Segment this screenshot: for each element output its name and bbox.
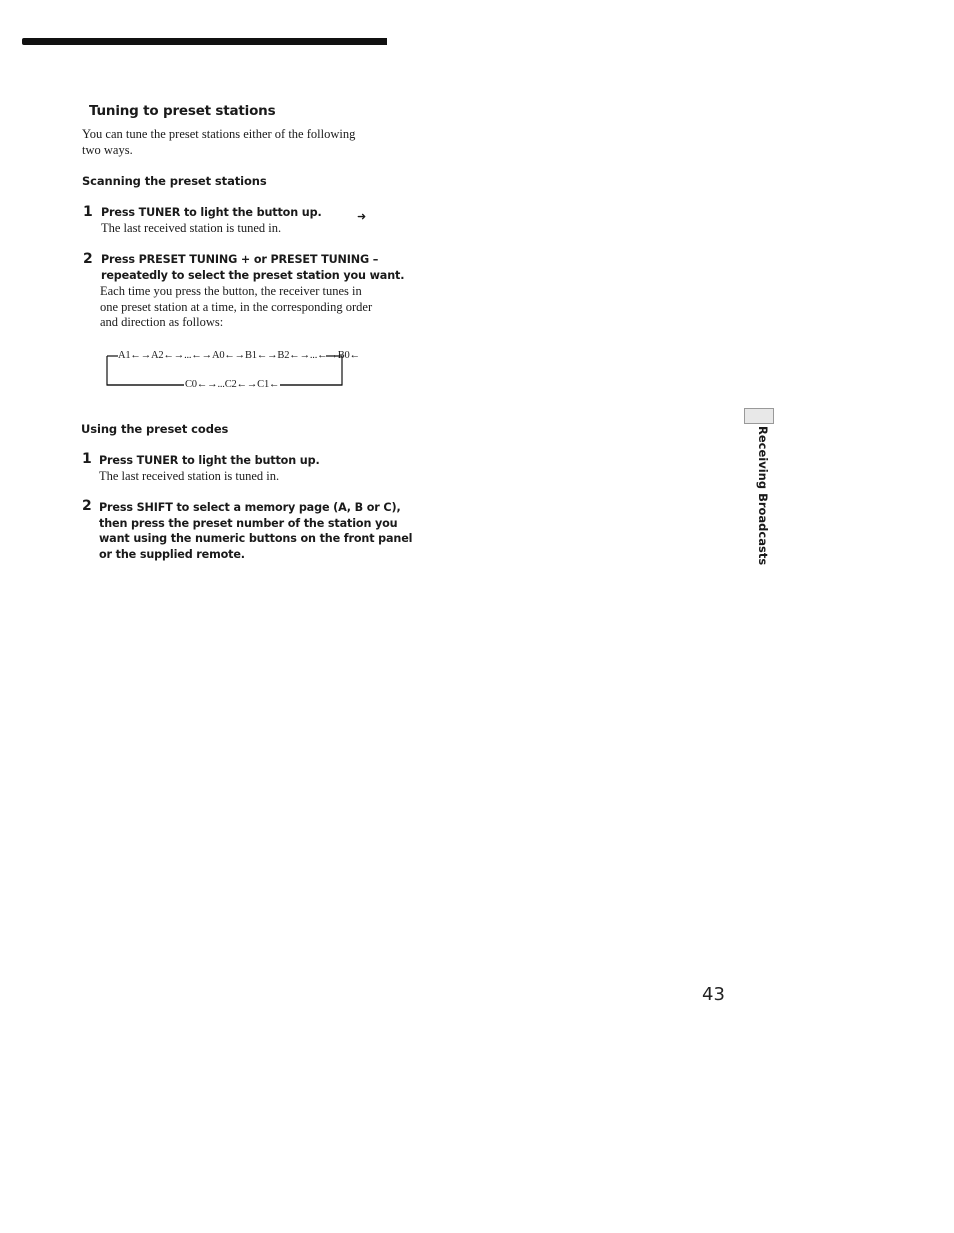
scan-step-2-body	[100, 284, 372, 331]
codes-step-2-title-line: then press the preset number of the station you	[99, 516, 398, 530]
chapter-tab-marker	[744, 408, 774, 424]
scan-step-2-title-line: repeatedly to select the preset station you want.	[101, 268, 405, 282]
header-rule	[22, 38, 387, 45]
page-number: 43	[702, 984, 725, 1005]
chapter-side-label: Receiving Broadcasts	[756, 426, 770, 566]
intro-text	[82, 127, 355, 158]
scanning-heading: Scanning the preset stations	[82, 174, 267, 188]
sequence-top: A1←→A2←→...←→A0←→B1←→B2←→...←→B0←	[118, 350, 360, 361]
scan-step-1-number: 1	[83, 204, 93, 220]
scan-step-2-title	[101, 252, 404, 283]
scan-step-2-number: 2	[83, 251, 93, 267]
codes-step-2-title-line: Press SHIFT to select a memory page (A, B or C),	[99, 501, 401, 514]
codes-heading: Using the preset codes	[81, 422, 229, 436]
codes-step-1-title: Press TUNER to light the button up.	[99, 454, 320, 467]
intro-line-2: two ways.	[82, 142, 133, 157]
codes-step-2-title-line: want using the numeric buttons on the front panel	[99, 532, 413, 545]
scan-step-1-body: The last received station is tuned in.	[101, 221, 282, 235]
scan-step-1-title: Press TUNER to light the button up.	[101, 206, 322, 219]
scan-step-2-body-line: Each time you press the button, the receiver tunes in	[100, 284, 362, 298]
sequence-bottom: C0←→...C2←→C1←	[185, 379, 280, 390]
scan-step-2-body-line: one preset station at a time, in the corresponding order	[100, 299, 373, 314]
preset-order-diagram	[106, 346, 360, 390]
codes-step-2-title-line: or the supplied remote.	[99, 547, 245, 561]
margin-arrow-icon: ➜	[357, 211, 367, 223]
codes-step-2-title	[99, 500, 412, 562]
codes-step-1-body: The last received station is tuned in.	[99, 469, 280, 483]
scan-step-2-title-line: Press PRESET TUNING + or PRESET TUNING –	[101, 253, 379, 266]
codes-step-1-number: 1	[82, 451, 92, 467]
codes-step-2-number: 2	[82, 498, 92, 514]
intro-line-1: You can tune the preset stations either of the following	[82, 127, 356, 141]
section-title: Tuning to preset stations	[89, 103, 276, 119]
scan-step-2-body-line: and direction as follows:	[100, 315, 224, 329]
